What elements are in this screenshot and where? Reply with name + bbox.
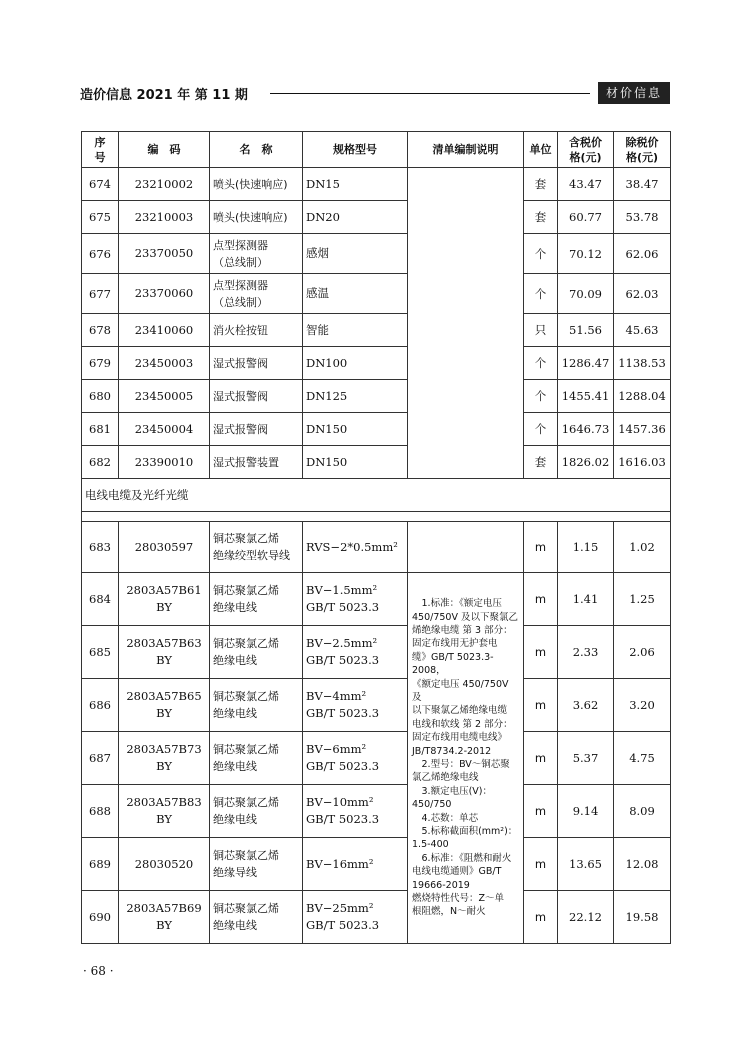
row-price-tax: 43.47 (558, 168, 614, 201)
row-code: 23370060 (119, 274, 210, 314)
row-code: 2803A57B73 BY (119, 732, 210, 785)
row-name: 铜芯聚氯乙烯 绝缘电线 (210, 573, 303, 626)
row-price-notax: 53.78 (614, 201, 671, 234)
row-price-notax: 62.03 (614, 274, 671, 314)
row-unit: 套 (524, 446, 558, 479)
col-header-price-notax: 除税价 格(元) (614, 132, 671, 168)
row-name: 喷头(快速响应) (210, 168, 303, 201)
row-spec: DN15 (303, 168, 408, 201)
row-unit: m (524, 785, 558, 838)
row-no: 681 (82, 413, 119, 446)
table-row (82, 679, 671, 732)
row-unit: 个 (524, 274, 558, 314)
row-name: 湿式报警阀 (210, 347, 303, 380)
table-row (82, 891, 671, 944)
row-price-tax: 70.12 (558, 234, 614, 274)
row-no: 689 (82, 838, 119, 891)
row-price-tax: 1646.73 (558, 413, 614, 446)
row-name: 铜芯聚氯乙烯 绝缘电线 (210, 891, 303, 944)
row-name: 点型探测器 （总线制） (210, 234, 303, 274)
row-code: 23210003 (119, 201, 210, 234)
table-row (82, 347, 671, 380)
row-spec: RVS−2*0.5mm² (303, 522, 408, 573)
row-unit: m (524, 732, 558, 785)
row-spec: BV−1.5mm² GB/T 5023.3 (303, 573, 408, 626)
row-price-tax: 1826.02 (558, 446, 614, 479)
row-unit: 套 (524, 201, 558, 234)
row-price-tax: 3.62 (558, 679, 614, 732)
row-no: 690 (82, 891, 119, 944)
row-spec: DN20 (303, 201, 408, 234)
row-price-tax: 1286.47 (558, 347, 614, 380)
row-price-notax: 38.47 (614, 168, 671, 201)
row-name: 铜芯聚氯乙烯 绝缘电线 (210, 626, 303, 679)
table-row (82, 785, 671, 838)
row-no: 682 (82, 446, 119, 479)
row-unit: m (524, 522, 558, 573)
row-unit: 只 (524, 314, 558, 347)
table-row (82, 314, 671, 347)
row-no: 683 (82, 522, 119, 573)
row-code: 2803A57B65 BY (119, 679, 210, 732)
col-header-spec: 规格型号 (303, 132, 408, 168)
row-price-tax: 60.77 (558, 201, 614, 234)
row-price-tax: 5.37 (558, 732, 614, 785)
table-row (82, 573, 671, 626)
table-row (82, 168, 671, 201)
row-no: 678 (82, 314, 119, 347)
col-header-name: 名 称 (210, 132, 303, 168)
row-code: 23450004 (119, 413, 210, 446)
row-code: 2803A57B69 BY (119, 891, 210, 944)
row-no: 688 (82, 785, 119, 838)
row-price-notax: 3.20 (614, 679, 671, 732)
row-no: 676 (82, 234, 119, 274)
row-unit: m (524, 838, 558, 891)
row-price-tax: 9.14 (558, 785, 614, 838)
row-price-notax: 1.25 (614, 573, 671, 626)
section-row (82, 479, 671, 512)
row-no: 687 (82, 732, 119, 785)
row-price-notax: 12.08 (614, 838, 671, 891)
table-row (82, 446, 671, 479)
row-price-notax: 45.63 (614, 314, 671, 347)
row-no: 675 (82, 201, 119, 234)
table-row (82, 522, 671, 573)
row-unit: m (524, 679, 558, 732)
page-number: · 68 · (83, 964, 114, 978)
section-badge: 材价信息 (598, 82, 670, 104)
row-name: 点型探测器 （总线制） (210, 274, 303, 314)
table-row (82, 380, 671, 413)
row-price-notax: 1457.36 (614, 413, 671, 446)
row-no: 684 (82, 573, 119, 626)
row-price-notax: 1138.53 (614, 347, 671, 380)
row-price-notax: 8.09 (614, 785, 671, 838)
row-price-notax: 19.58 (614, 891, 671, 944)
row-name: 喷头(快速响应) (210, 201, 303, 234)
row-no: 679 (82, 347, 119, 380)
row-code: 23410060 (119, 314, 210, 347)
row-note (408, 168, 524, 479)
price-table (81, 131, 671, 944)
row-unit: m (524, 891, 558, 944)
row-spec: 智能 (303, 314, 408, 347)
row-spec: DN125 (303, 380, 408, 413)
row-price-notax: 1.02 (614, 522, 671, 573)
row-price-notax: 4.75 (614, 732, 671, 785)
row-price-tax: 51.56 (558, 314, 614, 347)
row-code: 28030597 (119, 522, 210, 573)
row-name: 消火栓按钮 (210, 314, 303, 347)
row-spec: BV−2.5mm² GB/T 5023.3 (303, 626, 408, 679)
row-price-tax: 70.09 (558, 274, 614, 314)
row-name: 铜芯聚氯乙烯 绝缘电线 (210, 732, 303, 785)
row-code: 23370050 (119, 234, 210, 274)
table-header-row (82, 132, 671, 168)
row-price-tax: 2.33 (558, 626, 614, 679)
row-spec: BV−16mm² (303, 838, 408, 891)
table-row (82, 274, 671, 314)
row-code: 28030520 (119, 838, 210, 891)
row-code: 23450005 (119, 380, 210, 413)
row-spec: BV−25mm² GB/T 5023.3 (303, 891, 408, 944)
col-header-price-tax: 含税价 格(元) (558, 132, 614, 168)
page-header (80, 82, 670, 106)
row-code: 23450003 (119, 347, 210, 380)
row-unit: 个 (524, 380, 558, 413)
table-row (82, 201, 671, 234)
row-spec: 感温 (303, 274, 408, 314)
col-header-unit: 单位 (524, 132, 558, 168)
row-price-tax: 13.65 (558, 838, 614, 891)
journal-title: 造价信息 2021 年 第 11 期 (80, 88, 248, 103)
row-price-notax: 1288.04 (614, 380, 671, 413)
row-name: 铜芯聚氯乙烯 绝缘电线 (210, 679, 303, 732)
row-spec: BV−4mm² GB/T 5023.3 (303, 679, 408, 732)
row-spec: 感烟 (303, 234, 408, 274)
spacer-row (82, 512, 671, 522)
table-row (82, 838, 671, 891)
row-no: 686 (82, 679, 119, 732)
row-unit: 个 (524, 234, 558, 274)
row-price-tax: 22.12 (558, 891, 614, 944)
row-name: 铜芯聚氯乙烯 绝缘绞型软导线 (210, 522, 303, 573)
spacer-cell (82, 512, 671, 522)
row-no: 677 (82, 274, 119, 314)
row-price-notax: 2.06 (614, 626, 671, 679)
row-name: 铜芯聚氯乙烯 绝缘导线 (210, 838, 303, 891)
col-header-code: 编 码 (119, 132, 210, 168)
row-spec: BV−6mm² GB/T 5023.3 (303, 732, 408, 785)
row-code: 23210002 (119, 168, 210, 201)
row-spec: DN150 (303, 413, 408, 446)
row-price-tax: 1455.41 (558, 380, 614, 413)
row-code: 2803A57B83 BY (119, 785, 210, 838)
row-spec: DN100 (303, 347, 408, 380)
row-no: 680 (82, 380, 119, 413)
row-note: 1.标准：《额定电压 450/750V 及以下聚氯乙 烯绝缘电缆 第 3 部分： 固定布线用无护套电 缆》GB/T 5023.3-2008， 《额定电压 450/750V 及 以下聚氯乙烯绝缘电缆 电线和软线 第 2 部分： 固定布线用电缆电线》 JB/T8734.2-2012 2.型号：BV～铜芯聚 氯乙烯绝缘电线 3.额定电压(V)： 450/750 4.芯数：单芯 5.标称截面积(mm²)： 1.5-400 6.标准：《阻燃和耐火 电线电缆通则》GB/T 19666-2019 燃烧特性代号：Z～单 根阻燃，N～耐火 (408, 573, 524, 944)
row-unit: m (524, 573, 558, 626)
row-price-tax: 1.41 (558, 573, 614, 626)
row-name: 铜芯聚氯乙烯 绝缘电线 (210, 785, 303, 838)
row-code: 2803A57B61 BY (119, 573, 210, 626)
row-name: 湿式报警装置 (210, 446, 303, 479)
row-name: 湿式报警阀 (210, 413, 303, 446)
row-spec: DN150 (303, 446, 408, 479)
table-row (82, 234, 671, 274)
table-row (82, 732, 671, 785)
col-header-note: 清单编制说明 (408, 132, 524, 168)
row-code: 23390010 (119, 446, 210, 479)
table-row (82, 626, 671, 679)
row-no: 685 (82, 626, 119, 679)
row-price-notax: 1616.03 (614, 446, 671, 479)
header-rule (270, 93, 590, 94)
row-code: 2803A57B63 BY (119, 626, 210, 679)
row-note (408, 522, 524, 573)
table-row (82, 413, 671, 446)
section-title: 电线电缆及光纤光缆 (82, 479, 671, 512)
row-spec: BV−10mm² GB/T 5023.3 (303, 785, 408, 838)
row-unit: 个 (524, 347, 558, 380)
row-name: 湿式报警阀 (210, 380, 303, 413)
row-price-tax: 1.15 (558, 522, 614, 573)
row-unit: 个 (524, 413, 558, 446)
col-header-no: 序 号 (82, 132, 119, 168)
row-no: 674 (82, 168, 119, 201)
row-unit: m (524, 626, 558, 679)
row-price-notax: 62.06 (614, 234, 671, 274)
row-unit: 套 (524, 168, 558, 201)
